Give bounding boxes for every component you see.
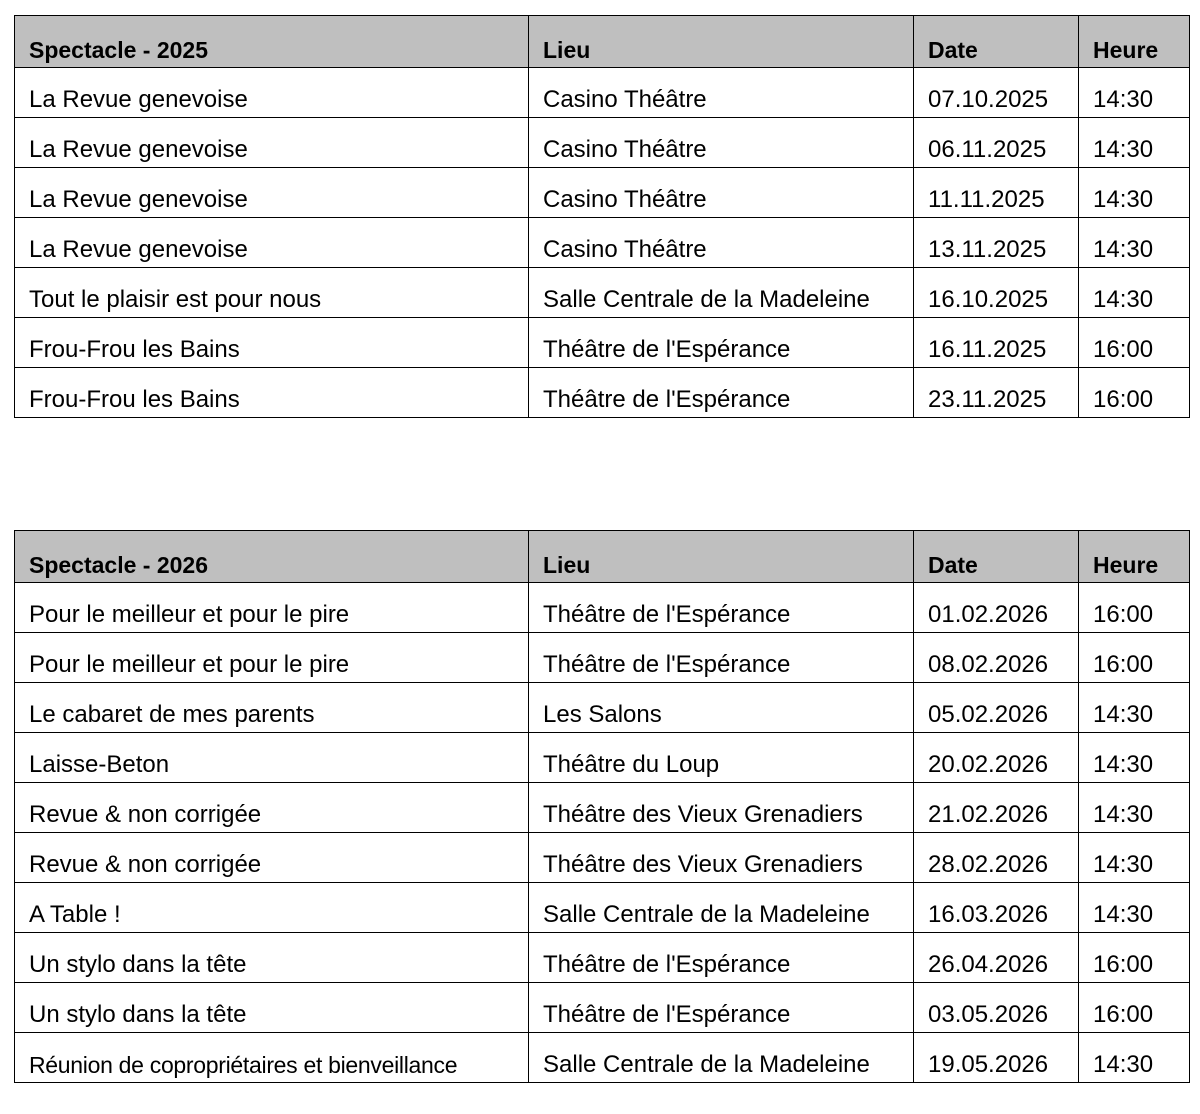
table-row [15,118,1190,168]
cell-show: Pour le meilleur et pour le pire [15,583,529,633]
cell-date: 19.05.2026 [914,1033,1079,1083]
cell-venue: Casino Théâtre [529,168,914,218]
cell-date: 08.02.2026 [914,633,1079,683]
cell-venue: Casino Théâtre [529,68,914,118]
cell-venue: Casino Théâtre [529,118,914,168]
cell-date: 07.10.2025 [914,68,1079,118]
table-row [15,633,1190,683]
cell-show: La Revue genevoise [15,218,529,268]
cell-time: 16:00 [1079,368,1190,418]
cell-show: Frou-Frou les Bains [15,368,529,418]
cell-show: Un stylo dans la tête [15,933,529,983]
cell-show: La Revue genevoise [15,118,529,168]
schedule-table-2025 [14,15,1190,418]
cell-time: 16:00 [1079,583,1190,633]
cell-time: 14:30 [1079,783,1190,833]
cell-venue: Théâtre des Vieux Grenadiers [529,783,914,833]
cell-time: 14:30 [1079,883,1190,933]
table-row [15,683,1190,733]
cell-time: 14:30 [1079,68,1190,118]
header-time: Heure [1079,531,1190,583]
table-row [15,783,1190,833]
cell-venue: Théâtre de l'Espérance [529,583,914,633]
cell-venue: Théâtre de l'Espérance [529,933,914,983]
cell-show: Un stylo dans la tête [15,983,529,1033]
header-show: Spectacle - 2025 [15,16,529,68]
cell-date: 20.02.2026 [914,733,1079,783]
cell-date: 03.05.2026 [914,983,1079,1033]
cell-venue: Théâtre de l'Espérance [529,633,914,683]
cell-time: 14:30 [1079,1033,1190,1083]
cell-show: Frou-Frou les Bains [15,318,529,368]
table-row [15,368,1190,418]
cell-time: 14:30 [1079,833,1190,883]
cell-time: 14:30 [1079,683,1190,733]
cell-venue: Salle Centrale de la Madeleine [529,268,914,318]
cell-time: 16:00 [1079,983,1190,1033]
cell-time: 16:00 [1079,633,1190,683]
table-row [15,218,1190,268]
cell-show: Pour le meilleur et pour le pire [15,633,529,683]
cell-venue: Les Salons [529,683,914,733]
cell-venue: Théâtre de l'Espérance [529,368,914,418]
cell-venue: Théâtre du Loup [529,733,914,783]
cell-date: 21.02.2026 [914,783,1079,833]
cell-show: A Table ! [15,883,529,933]
cell-venue: Salle Centrale de la Madeleine [529,1033,914,1083]
cell-time: 14:30 [1079,733,1190,783]
table-row [15,268,1190,318]
table-header-row [15,16,1190,68]
cell-show: Revue & non corrigée [15,833,529,883]
table-row [15,318,1190,368]
cell-venue: Théâtre des Vieux Grenadiers [529,833,914,883]
cell-show: Le cabaret de mes parents [15,683,529,733]
cell-date: 13.11.2025 [914,218,1079,268]
header-venue: Lieu [529,531,914,583]
header-time: Heure [1079,16,1190,68]
cell-venue: Salle Centrale de la Madeleine [529,883,914,933]
schedule-table-2026 [14,530,1190,1083]
cell-date: 16.10.2025 [914,268,1079,318]
cell-date: 16.03.2026 [914,883,1079,933]
cell-venue: Casino Théâtre [529,218,914,268]
header-show: Spectacle - 2026 [15,531,529,583]
cell-date: 06.11.2025 [914,118,1079,168]
header-venue: Lieu [529,16,914,68]
table-row [15,833,1190,883]
table-row [15,933,1190,983]
cell-time: 14:30 [1079,268,1190,318]
cell-date: 11.11.2025 [914,168,1079,218]
cell-date: 26.04.2026 [914,933,1079,983]
cell-date: 28.02.2026 [914,833,1079,883]
cell-date: 05.02.2026 [914,683,1079,733]
cell-date: 23.11.2025 [914,368,1079,418]
cell-show: La Revue genevoise [15,168,529,218]
cell-show: Tout le plaisir est pour nous [15,268,529,318]
cell-time: 14:30 [1079,168,1190,218]
cell-show: La Revue genevoise [15,68,529,118]
cell-show: Laisse-Beton [15,733,529,783]
cell-venue: Théâtre de l'Espérance [529,983,914,1033]
cell-time: 16:00 [1079,318,1190,368]
cell-show: Revue & non corrigée [15,783,529,833]
cell-date: 16.11.2025 [914,318,1079,368]
cell-time: 14:30 [1079,118,1190,168]
table-row [15,1033,1190,1083]
header-date: Date [914,531,1079,583]
cell-show: Réunion de copropriétaires et bienveillance [15,1033,529,1083]
table-row [15,168,1190,218]
table-row [15,733,1190,783]
header-date: Date [914,16,1079,68]
table-row [15,68,1190,118]
cell-venue: Théâtre de l'Espérance [529,318,914,368]
cell-time: 16:00 [1079,933,1190,983]
table-row [15,883,1190,933]
table-row [15,983,1190,1033]
cell-time: 14:30 [1079,218,1190,268]
cell-date: 01.02.2026 [914,583,1079,633]
table-header-row [15,531,1190,583]
table-row [15,583,1190,633]
